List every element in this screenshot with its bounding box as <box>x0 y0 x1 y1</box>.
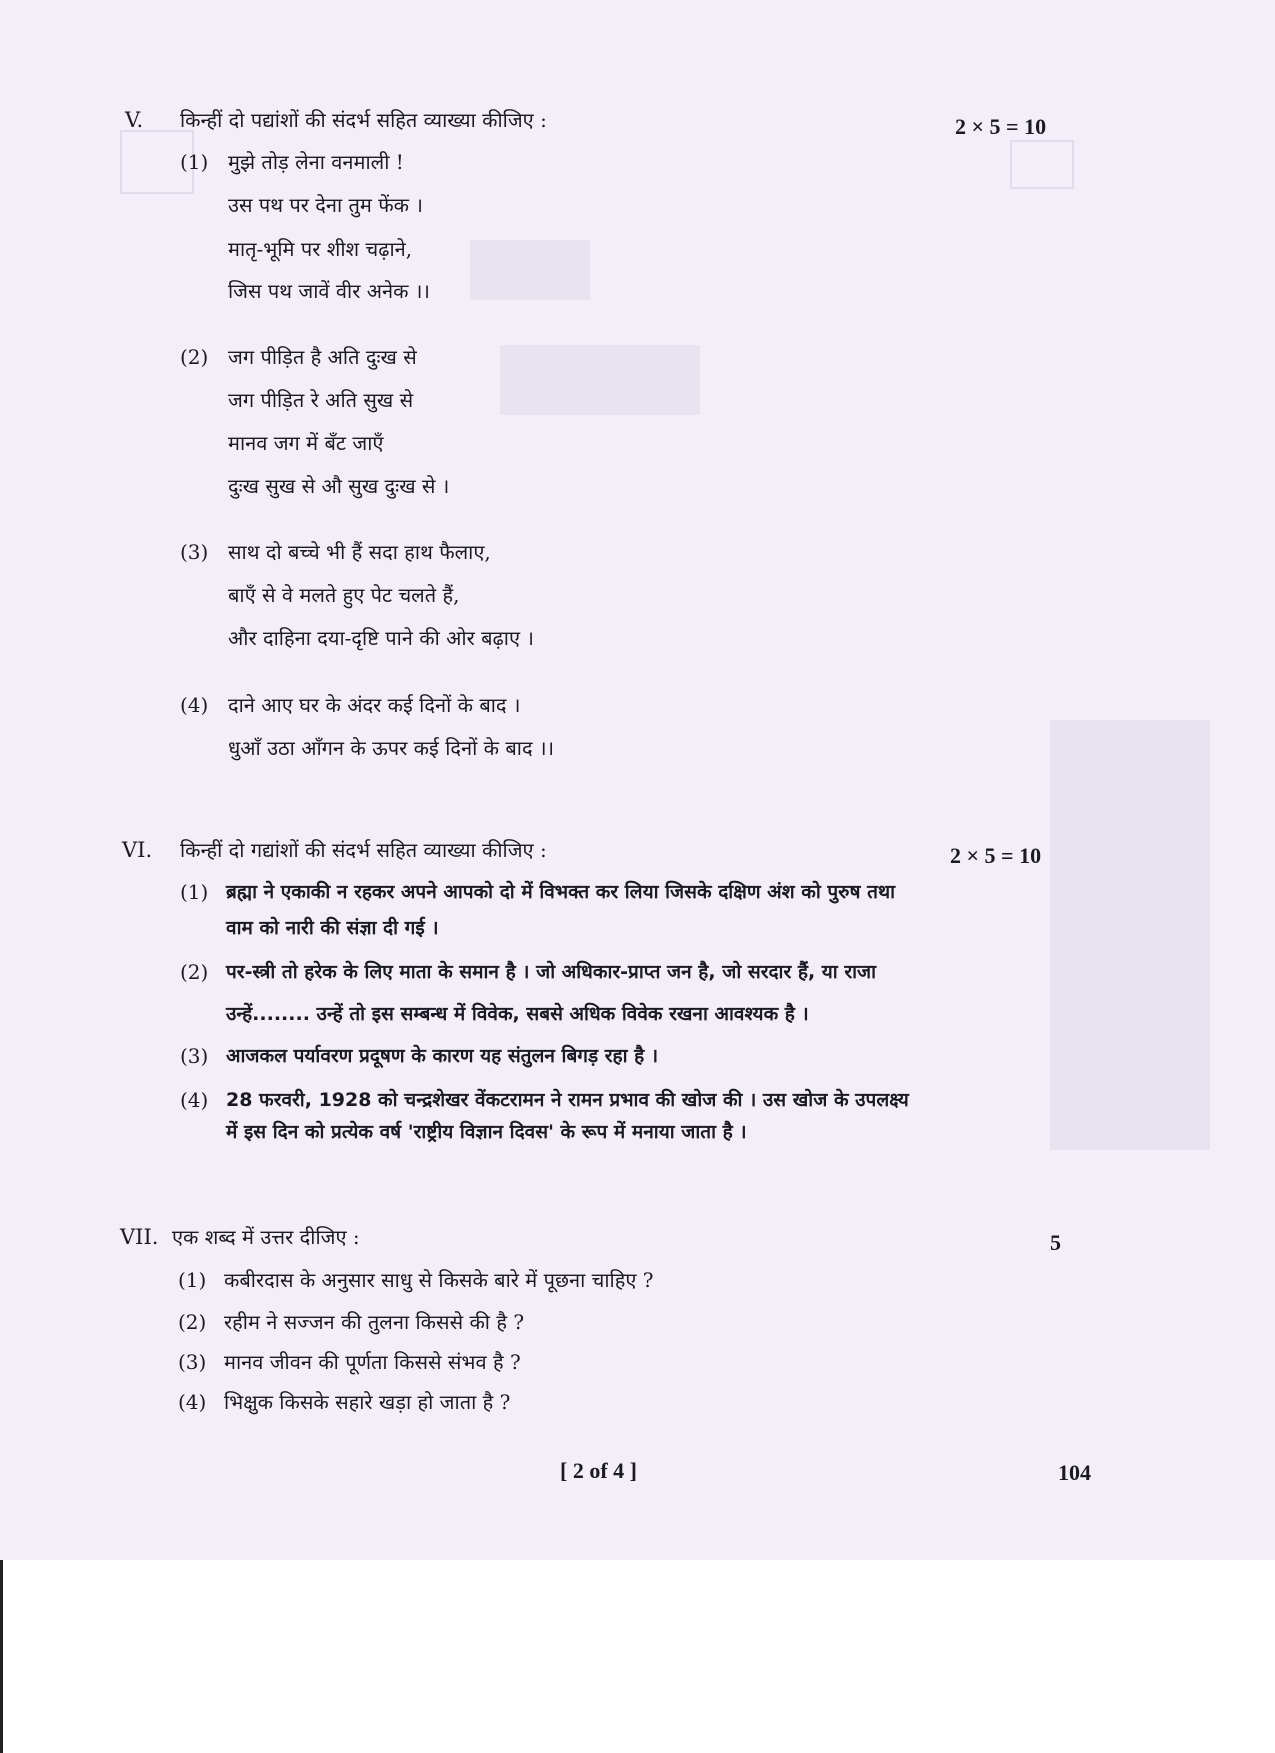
bleed-through-block <box>1050 720 1210 1150</box>
prose-line: उन्हें........ उन्हें तो इस सम्बन्ध में विवेक, सबसे अधिक विवेक रखना आवश्यक है । <box>226 1003 809 1025</box>
prose-line: वाम को नारी की संज्ञा दी गई । <box>226 917 439 939</box>
prose-line: पर-स्त्री तो हरेक के लिए माता के समान है । जो अधिकार-प्राप्त जन है, जो सरदार हैं, या राजा <box>226 961 877 983</box>
verse-line: धुआँ उठा आँगन के ऊपर कई दिनों के बाद ।। <box>228 736 555 760</box>
paper-code: 104 <box>1058 1460 1091 1485</box>
question-text: भिक्षुक किसके सहारे खड़ा हो जाता है ? <box>224 1390 511 1414</box>
verse-line: दाने आए घर के अंदर कई दिनों के बाद । <box>228 693 521 717</box>
section-v-item-4-number: (4) <box>180 693 209 717</box>
section-vii-item-1-number: (1) <box>178 1268 207 1292</box>
verse-line: जग पीड़ित है अति दुःख से <box>228 345 417 369</box>
section-vi-marks: 2 × 5 = 10 <box>950 843 1042 868</box>
prose-line: आजकल पर्यावरण प्रदूषण के कारण यह संतुलन बिगड़ रहा है । <box>226 1045 659 1067</box>
question-text: कबीरदास के अनुसार साधु से किसके बारे में पूछना चाहिए ? <box>224 1268 654 1292</box>
section-vii-item-2-number: (2) <box>178 1310 207 1334</box>
question-text: रहीम ने सज्जन की तुलना किससे की है ? <box>224 1310 525 1334</box>
section-v-item-3-number: (3) <box>180 540 209 564</box>
verse-line: मुझे तोड़ लेना वनमाली ! <box>228 150 404 174</box>
section-vi-item-3-number: (3) <box>180 1044 209 1068</box>
section-vi-item-1-number: (1) <box>180 880 209 904</box>
section-v-instruction: किन्हीं दो पद्यांशों की संदर्भ सहित व्याख्या कीजिए : <box>180 108 547 132</box>
prose-line: ब्रह्मा ने एकाकी न रहकर अपने आपको दो में विभक्त कर लिया जिसके दक्षिण अंश को पुरुष तथा <box>226 881 896 903</box>
section-vi-number: VI. <box>122 838 153 862</box>
section-vii-item-4-number: (4) <box>178 1390 207 1414</box>
bleed-through-box-right <box>1010 140 1074 189</box>
section-v-marks: 2 × 5 = 10 <box>955 114 1047 139</box>
verse-line: मानव जग में बँट जाएँ <box>228 431 384 455</box>
verse-line: जग पीड़ित रे अति सुख से <box>228 388 414 412</box>
section-vii-number: VII. <box>120 1225 159 1249</box>
section-vii-item-3-number: (3) <box>178 1350 207 1374</box>
section-v-item-1-number: (1) <box>180 150 209 174</box>
verse-line: दुःख सुख से औ सुख दुःख से । <box>228 474 450 498</box>
bleed-through-heading <box>500 345 700 415</box>
prose-line: में इस दिन को प्रत्येक वर्ष 'राष्ट्रीय विज्ञान दिवस' के रूप में मनाया जाता है । <box>226 1121 747 1143</box>
page-indicator: [ 2 of 4 ] <box>560 1458 637 1483</box>
section-v-number: V. <box>125 108 144 132</box>
section-vi-item-4-number: (4) <box>180 1088 209 1112</box>
section-vi-instruction: किन्हीं दो गद्यांशों की संदर्भ सहित व्याख्या कीजिए : <box>180 838 547 862</box>
verse-line: साथ दो बच्चे भी हैं सदा हाथ फैलाए, <box>228 540 491 564</box>
question-text: मानव जीवन की पूर्णता किससे संभव है ? <box>224 1350 521 1374</box>
scan-margin <box>0 1560 1275 1753</box>
section-vii-instruction: एक शब्द में उत्तर दीजिए : <box>172 1225 360 1249</box>
section-v-item-2-number: (2) <box>180 345 209 369</box>
verse-line: उस पथ पर देना तुम फेंक । <box>228 193 423 217</box>
bleed-through-table <box>470 240 590 300</box>
verse-line: जिस पथ जावें वीर अनेक ।। <box>228 279 430 303</box>
verse-line: और दाहिना दया-दृष्टि पाने की ओर बढ़ाए । <box>228 626 534 650</box>
scan-edge-line <box>0 1560 3 1753</box>
section-vi-item-2-number: (2) <box>180 960 209 984</box>
section-vii-marks: 5 <box>1050 1230 1061 1255</box>
verse-line: बाएँ से वे मलते हुए पेट चलते हैं, <box>228 583 460 607</box>
verse-line: मातृ-भूमि पर शीश चढ़ाने, <box>228 237 413 261</box>
prose-line: 28 फरवरी, 1928 को चन्द्रशेखर वेंकटरामन ने रामन प्रभाव की खोज की । उस खोज के उपलक्ष्य <box>226 1089 909 1111</box>
